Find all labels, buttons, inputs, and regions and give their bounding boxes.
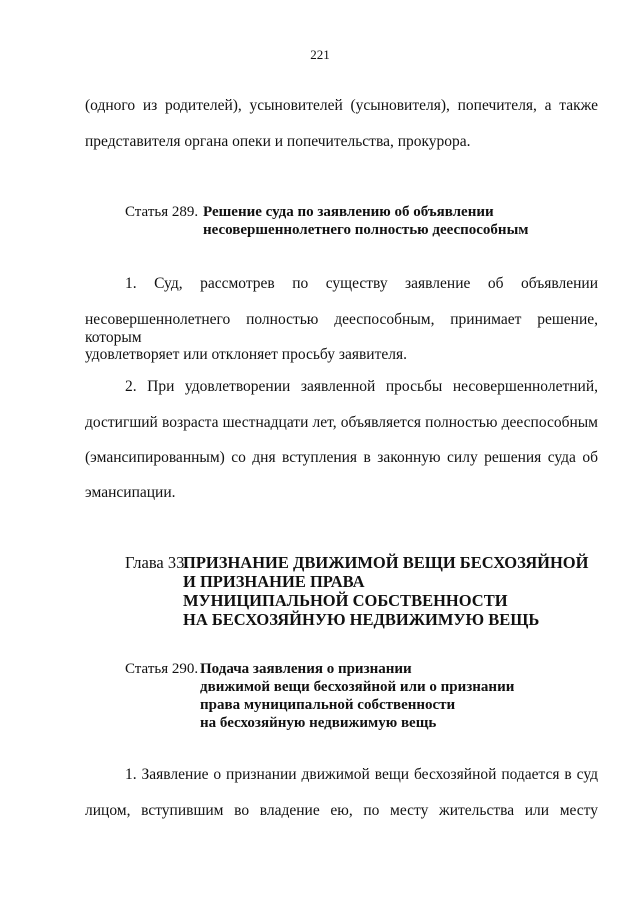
paragraph-2-line-4: эмансипации.: [85, 484, 176, 501]
chapter-label: Глава 33.: [125, 553, 189, 572]
paragraph-1-line-3: удовлетворяет или отклоняет просьбу заявителя.: [85, 346, 407, 363]
paragraph-2-line-1: 2. При удовлетворении заявленной просьбы несовершеннолетний,: [125, 378, 598, 395]
article-label: Статья 289.: [125, 204, 199, 220]
paragraph-3-line-2: лицом, вступившим во владение ею, по месту жительства или месту: [85, 802, 598, 819]
article-title-line: на бесхозяйную недвижимую вещь: [200, 715, 437, 731]
article-title-line: Подача заявления о признании: [200, 661, 412, 677]
chapter-title-line: НА БЕСХОЗЯЙНУЮ НЕДВИЖИМУЮ ВЕЩЬ: [183, 610, 540, 629]
paragraph-3-line-1: 1. Заявление о признании движимой вещи бесхозяйной подается в суд: [125, 766, 598, 783]
article-title-line: Решение суда по заявлению об объявлении: [203, 204, 494, 220]
chapter-title-line: ПРИЗНАНИЕ ДВИЖИМОЙ ВЕЩИ БЕСХОЗЯЙНОЙ: [183, 553, 589, 572]
paragraph-2-line-3: (эмансипированным) со дня вступления в законную силу решения суда об: [85, 449, 598, 466]
article-title-line: движимой вещи бесхозяйной или о признании: [200, 679, 515, 695]
article-title-line: несовершеннолетнего полностью дееспособным: [203, 222, 529, 238]
paragraph-1-line-2: несовершеннолетнего полностью дееспособным, принимает решение, которым: [85, 311, 598, 346]
article-label: Статья 290.: [125, 661, 199, 677]
chapter-title-line: МУНИЦИПАЛЬНОЙ СОБСТВЕННОСТИ: [183, 591, 508, 610]
page-number: 221: [310, 47, 330, 62]
article-title-line: права муниципальной собственности: [200, 697, 456, 713]
paragraph-1-line-1: 1. Суд, рассмотрев по существу заявление об объявлении: [125, 275, 598, 292]
paragraph-2-line-2: достигший возраста шестнадцати лет, объявляется полностью дееспособным: [85, 414, 598, 431]
intro-line-1: (одного из родителей), усыновителей (усыновителя), попечителя, а также: [85, 97, 598, 114]
intro-line-2: представителя органа опеки и попечительства, прокурора.: [85, 133, 471, 150]
chapter-title-line: И ПРИЗНАНИЕ ПРАВА: [183, 572, 365, 591]
